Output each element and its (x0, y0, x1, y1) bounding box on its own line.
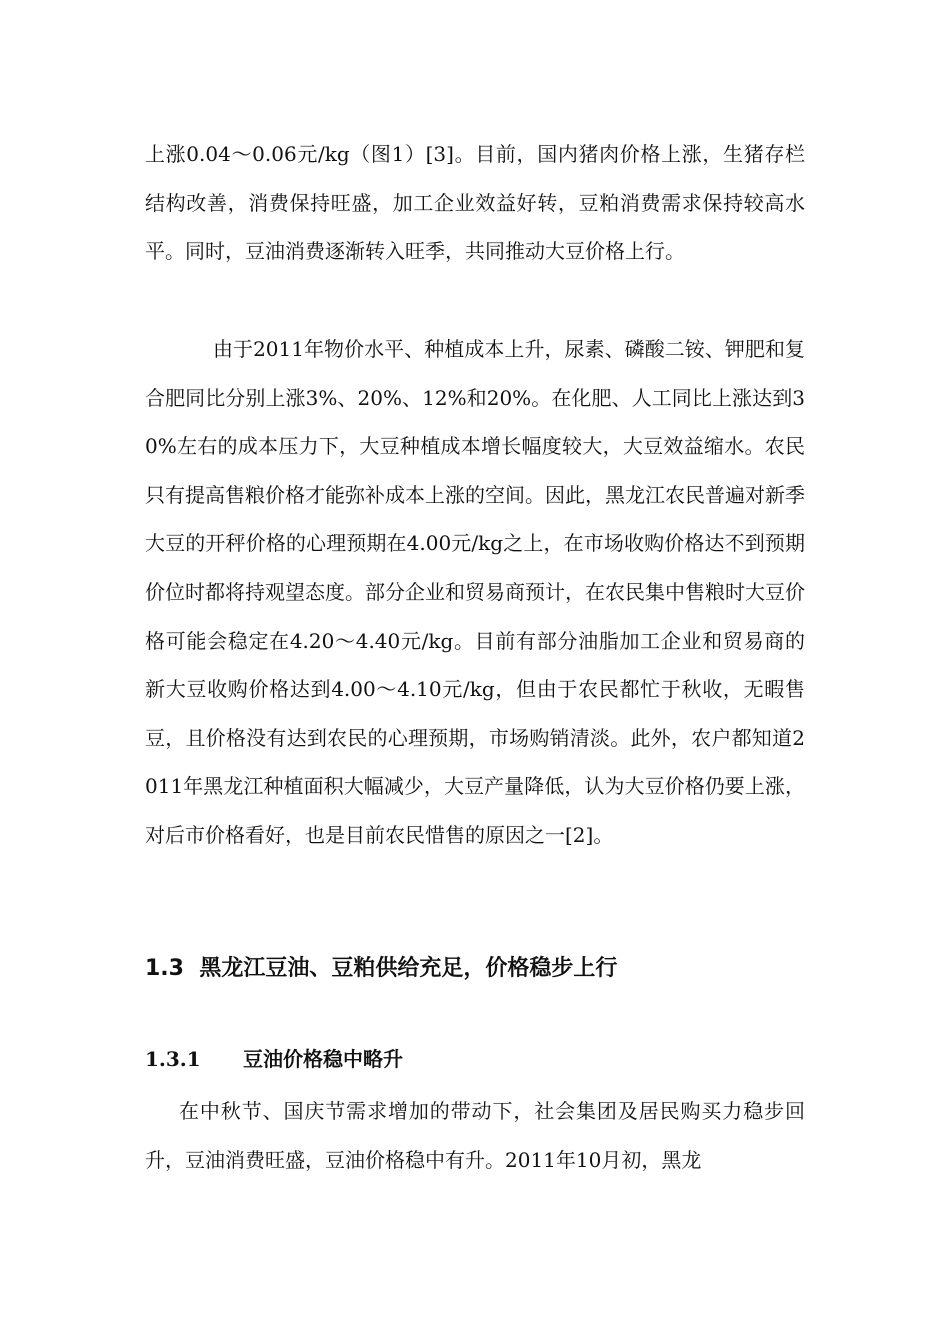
section-heading (145, 952, 805, 986)
subsection-number: 1.3.1 (145, 1047, 201, 1071)
paragraph-soybean-oil-price: 在中秋节、国庆节需求增加的带动下，社会集团及居民购买力稳步回升，豆油消费旺盛，豆油价格稳中有升。2011年10月初，黑龙 (145, 1099, 805, 1172)
section-title: 黑龙江豆油、豆粕供给充足，价格稳步上行 (199, 956, 618, 981)
paragraph-planting-cost: 由于2011年物价水平、种植成本上升，尿素、磷酸二铵、钾肥和复合肥同比分别上涨3%、20%、12%和20%。在化肥、人工同比上涨达到30%左右的成本压力下，大豆种植成本增长幅度较大，大豆效益缩水。农民只有提高售粮价格才能弥补成本上涨的空间。因此，黑龙江农民普遍对新季大豆的开秤价格的心理预期在4.00元/kg之上，在市场收购价格达不到预期价位时都将持观望态度。部分企业和贸易商预计，在农民集中售粮时大豆价格可能会稳定在4.20～4.40元/kg。目前有部分油脂加工企业和贸易商的新大豆收购价格达到4.00～4.10元/kg，但由于农民都忙于秋收，无暇售豆，且价格没有达到农民的心理预期，市场购销清淡。此外，农户都知道2011年黑龙江种植面积大幅减少，大豆产量降低，认为大豆价格仍要上涨，对后市价格看好，也是目前农民惜售的原因之一[2]。 (145, 337, 805, 847)
paragraph-soybean-price-rise: 上涨0.04～0.06元/kg（图1）[3]。目前，国内猪肉价格上涨，生猪存栏结构改善，消费保持旺盛，加工企业效益好转，豆粕消费需求保持较高水平。同时，豆油消费逐渐转入旺季，共同推动大豆价格上行。 (145, 142, 805, 264)
subsection-heading (145, 1042, 805, 1076)
subsection-title: 豆油价格稳中略升 (243, 1047, 403, 1071)
section-number: 1.3 (145, 956, 184, 981)
